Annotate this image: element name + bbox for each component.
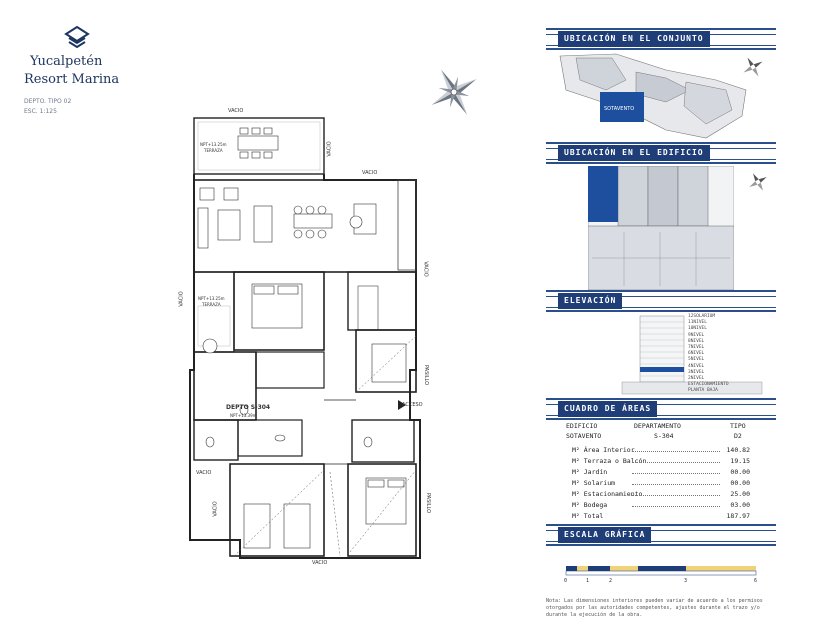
scale-tick: 3	[684, 578, 688, 584]
elevation-level-label: 5NIVEL	[688, 357, 705, 363]
scale-tick: 0	[564, 578, 568, 584]
side-terrace-label: TERRAZA	[202, 302, 221, 307]
elevation-level-label: 10NIVEL	[688, 326, 707, 332]
access-label: ACCESO	[402, 402, 423, 408]
scale-tick: 1	[586, 578, 590, 584]
elevation-level-label: PLANTA BAJA	[688, 388, 718, 394]
pasillo-label: PASILLO	[425, 492, 432, 514]
elevation-level-label: 8NIVEL	[688, 338, 705, 344]
scale-tick: 6	[754, 578, 758, 584]
elevation-level-list	[688, 314, 729, 395]
areas-value-edificio: SOTAVENTO	[566, 432, 602, 440]
section-title-cuadro: CUADRO DE ÁREAS	[558, 401, 657, 417]
area-row: M² Terraza o Balcón 19.15	[572, 457, 750, 465]
vacio-label: VACIO	[362, 170, 378, 176]
vacio-label: VACIO	[326, 141, 333, 157]
area-row: M² Bodega 03.00	[572, 501, 750, 509]
graphic-scale	[560, 560, 770, 590]
section-bar-escala	[546, 524, 776, 546]
side-terrace-level-label: NPT+13.25m	[198, 296, 225, 301]
site-highlight-label: SOTAVENTO	[604, 106, 635, 112]
area-row: M² Jardín 00.00	[572, 468, 750, 476]
area-row: M² Área Interior 140.82	[572, 446, 750, 454]
section-title-escala: ESCALA GRÁFICA	[558, 527, 651, 543]
vacio-label: VACIO	[196, 470, 212, 476]
areas-value-tipo: D2	[734, 432, 742, 440]
section-bar-edificio	[546, 142, 776, 164]
areas-value-departamento: S-304	[654, 432, 674, 440]
floor-plan	[180, 100, 440, 570]
section-bar-elevacion	[546, 290, 776, 312]
building-plan	[588, 166, 734, 290]
unit-label: DEPTO S-304	[226, 404, 271, 411]
compass-rose-icon	[746, 170, 770, 194]
vacio-label: VACIO	[312, 560, 328, 566]
area-row: M² Solarium 00.00	[572, 479, 750, 487]
unit-type-label: DEPTO. TIPO 02	[24, 98, 72, 105]
disclaimer-note: Nota: Las dimensiones interiores pueden variar de acuerdo a los permisos otorgados por las autoridades competentes, ajustes durante el trazo y/o durante la ejecución de la obra.	[546, 598, 763, 618]
area-row-total: M² Total 187.97	[572, 512, 750, 520]
elevation-level-label: 2NIVEL	[688, 376, 705, 382]
brand-name-line2: Resort Marina	[24, 72, 120, 87]
section-title-conjunto: UBICACIÓN EN EL CONJUNTO	[558, 31, 710, 47]
area-row: M² Estacionamiento 25.00	[572, 490, 750, 498]
elevation-level-label: 7NIVEL	[688, 345, 705, 351]
scale-tick: 2	[609, 578, 613, 584]
compass-rose-icon	[740, 54, 766, 80]
section-title-elevacion: ELEVACIÓN	[558, 293, 622, 309]
stacked-chevron-logo-icon	[64, 26, 90, 48]
pasillo-label: PASILLO	[423, 364, 430, 386]
vacio-label: VACIO	[178, 291, 185, 307]
brand-name-line1: Yucalpetén	[30, 54, 103, 69]
site-map	[556, 50, 768, 142]
elevation-level-label: ESTACIONAMIENTO	[688, 382, 729, 388]
elevation-level-label: 6NIVEL	[688, 351, 705, 357]
areas-header-departamento: DEPARTAMENTO	[634, 422, 681, 430]
terrace-label: TERRAZA	[204, 148, 223, 153]
terrace-level-label: NPT+13.25m	[200, 142, 227, 147]
elevation-level-label: 12SOLARIUM	[688, 314, 716, 319]
elevation-diagram	[616, 314, 786, 398]
elevation-level-label: 9NIVEL	[688, 332, 705, 338]
elevation-level-label: 4NIVEL	[688, 363, 705, 369]
plan-scale-label: ESC. 1:125	[24, 108, 57, 115]
elevation-level-label: 3NIVEL	[688, 369, 705, 375]
section-bar-conjunto	[546, 28, 776, 50]
vacio-label: VACIO	[422, 261, 429, 277]
unit-level-label: NPT+13.39m	[230, 413, 257, 418]
areas-header-tipo: TIPO	[730, 422, 746, 430]
areas-header-edificio: EDIFICIO	[566, 422, 598, 430]
elevation-level-label: 11NIVEL	[688, 320, 707, 326]
vacio-label: VACIO	[212, 501, 219, 517]
section-title-edificio: UBICACIÓN EN EL EDIFICIO	[558, 145, 710, 161]
vacio-label: VACIO	[228, 108, 244, 114]
section-bar-cuadro	[546, 398, 776, 420]
